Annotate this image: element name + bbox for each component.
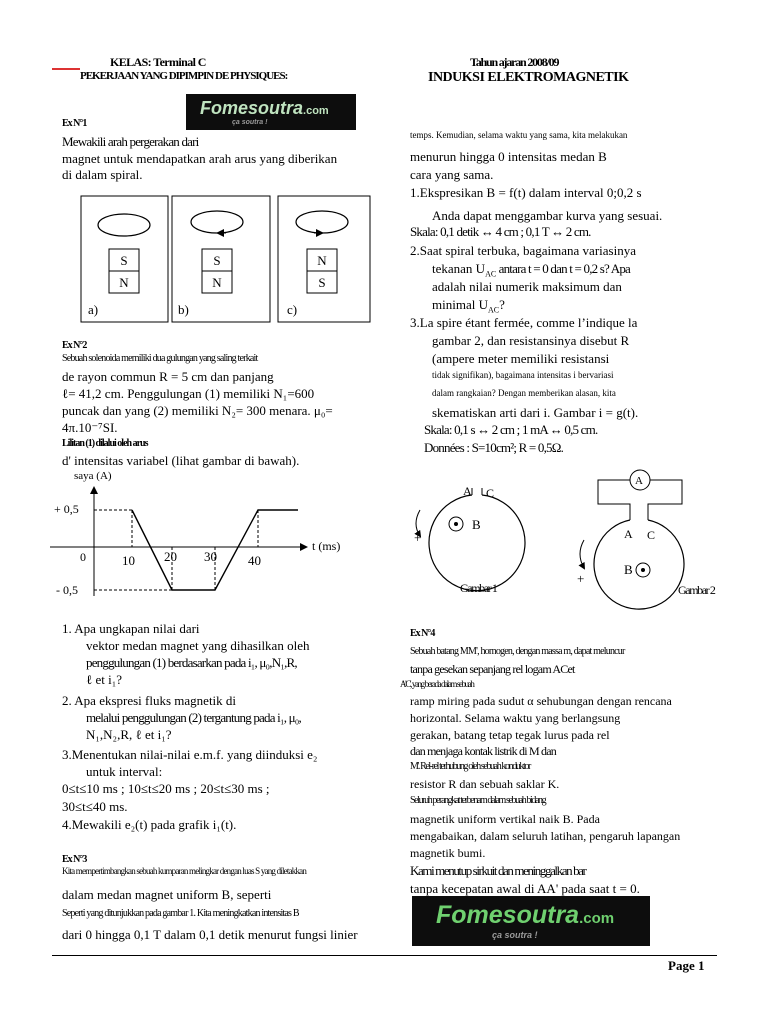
ex3-r-q3-b: gambar 2, dan resistansinya disebut R — [432, 333, 630, 348]
ex4-line-4: ramp miring pada sudut α sehubungan dengan rencana — [410, 694, 672, 708]
ex3-r-line-2: menurun hingga 0 intensitas medan B — [410, 149, 607, 164]
ex2-line-4: puncak dan yang (2) memiliki N₂= 300 menara. μ₀= — [62, 403, 333, 418]
topic-title: INDUKSI ELEKTROMAGNETIK — [428, 70, 629, 85]
ex1-line-2: magnet untuk mendapatkan arah arus yang diberikan — [62, 151, 338, 166]
ex4-line-12: mengabaikan, dalam seluruh latihan, pengaruh lapangan — [410, 829, 681, 843]
fig-a-top-pole: S — [120, 253, 128, 268]
logo-tld: .com — [303, 105, 329, 117]
ex3-r-q3: 3.La spire étant fermée, comme l’indique la — [410, 315, 638, 330]
fig1-label-c: C — [486, 486, 495, 500]
logo-tagline: ça soutra ! — [232, 119, 268, 126]
ex2-q2: 2. Apa ekspresi fluks magnetik di — [62, 693, 237, 708]
ex4-line-5: horizontal. Selama waktu yang berlangsung — [410, 711, 621, 725]
ex1-figure — [76, 192, 376, 328]
ex2-q2-b: melalui penggulungan (2) tergantung pada i₁, μ₀, — [86, 710, 301, 725]
ex3-r-q3-f: skematiskan arti dari i. Gambar i = g(t). — [432, 405, 639, 420]
ex3-heading: Ex N°3 — [62, 854, 87, 865]
fig-c-top-pole: N — [317, 253, 327, 268]
ex4-line-11: magnetik uniform vertikal naik B. Pada — [410, 812, 600, 826]
graph-tick-40: 40 — [248, 553, 261, 568]
fig-b-bottom-pole: N — [212, 275, 222, 290]
fig1-label-b: B — [472, 517, 481, 532]
ex3-r-q1-b: Anda dapat menggambar kurva yang sesuai. — [432, 208, 663, 223]
ex2-q2-c: N₁,N₂,R, ℓ et i₁? — [86, 727, 172, 742]
ex3-r-line-3: cara yang sama. — [410, 167, 494, 182]
fig-b-top-pole: S — [213, 253, 221, 268]
ex3-line-3: Seperti yang ditunjukkan pada gambar 1. Kita meningkatkan intensitas B — [62, 908, 299, 919]
teacher-line: PEKERJAAN YANG DIPIMPIN DE PHYSIQUES: — [80, 70, 288, 82]
fig-c-label: c) — [287, 302, 298, 317]
gambar1 — [414, 484, 525, 595]
graph-y-axis-label: saya (A) — [74, 470, 112, 482]
logo-bottom-tld: .com — [579, 910, 615, 927]
ex4-line-15: tanpa kecepatan awal di AA' pada saat t = 0. — [410, 881, 640, 896]
ex4-line-14: Kami menutup sirkuit dan meninggalkan bar — [410, 863, 586, 878]
graph-tick-30: 30 — [204, 549, 217, 564]
fig2-caption: Gambar 2 — [678, 583, 715, 597]
ex4-line-2: tanpa gesekan sepanjang rel logam ACet — [410, 662, 575, 676]
graph-tick-10: 10 — [122, 553, 135, 568]
ex3-r-q2: 2.Saat spiral terbuka, bagaimana variasinya — [410, 243, 636, 258]
ex2-q1-c: penggulungan (1) berdasarkan pada i₁, μ₀,N₁,R, — [86, 655, 297, 670]
fig-a-label: a) — [88, 302, 99, 317]
school-year: Tahun ajaran 2008/09 — [470, 55, 559, 69]
ex3-r-scale-1: Skala: 0,1 detik ↔ 4 cm ; 0,1 T ↔ 2 cm. — [410, 224, 591, 239]
logo-bottom-tagline: ça soutra ! — [492, 930, 538, 940]
logo-bottom-brand: Fomesoutra — [436, 901, 580, 929]
ex4-line-3: A'C', yang berada dalam sebuah — [400, 679, 474, 689]
ex3-r-line-1: temps. Kemudian, selama waktu yang sama, kita melakukan — [410, 130, 628, 140]
red-mark — [52, 68, 80, 70]
ex4-heading: Ex N°4 — [410, 628, 435, 639]
fig2-label-b: B — [624, 562, 633, 577]
graph-x-axis-label: t (ms) — [312, 539, 341, 553]
fig-a — [81, 196, 168, 322]
ex2-q3: 3.Menentukan nilai-nilai e.m.f. yang diinduksi e₂ — [62, 747, 318, 762]
ex2-q1: 1. Apa ungkapan nilai dari — [62, 621, 200, 636]
ex4-line-1: Sebuah batang MM', homogen, dengan massa m, dapat meluncur — [410, 646, 625, 657]
ex1-line-1: Mewakili arah pergerakan dari — [62, 134, 199, 149]
ex3-r-q2-d: minimal $U_{AC}$? — [432, 297, 505, 315]
fig-b — [172, 196, 270, 322]
ex2-current-graph — [50, 466, 350, 612]
fig1-label-a: A — [463, 484, 472, 498]
ex2-line-1: Sebuah solenoida memiliki dua gulungan yang saling terkait — [62, 353, 258, 364]
fomesoutra-logo — [186, 94, 356, 130]
fig-b-label: b) — [178, 302, 189, 317]
fomesoutra-logo-bottom — [412, 896, 650, 946]
ex2-heading: Ex N°2 — [62, 340, 87, 351]
ex3-line-1: Kita mempertimbangkan sebuah kumparan melingkar dengan luas S yang diletakkan — [62, 866, 307, 876]
ex2-line-7: d' intensitas variabel (lihat gambar di bawah). — [62, 453, 300, 468]
ex3-r-q2-c: adalah nilai numerik maksimum dan — [432, 279, 622, 294]
gambar2 — [577, 470, 716, 609]
fig2-orientation-arrow — [580, 540, 584, 568]
ex4-line-9: resistor R dan sebuah saklar K. — [410, 777, 560, 791]
ex3-r-q3-e: dalam rangkaian? Dengan memberikan alasan, kita — [432, 388, 616, 398]
ex2-line-6: Lilitan (1) dilalui oleh arus — [62, 438, 148, 449]
ex2-q3-b: untuk interval: — [86, 764, 163, 779]
ex3-line-2: dalam medan magnet uniform B, seperti — [62, 887, 272, 902]
graph-y-neg-label: - 0,5 — [56, 583, 78, 597]
fig-c — [278, 196, 370, 322]
ex4-line-7: dan menjaga kontak listrik di M dan — [410, 744, 556, 758]
ex1-heading: Ex N°1 — [62, 118, 87, 129]
ex2-line-2: de rayon commun R = 5 cm dan panjang — [62, 369, 274, 384]
ex3-r-q3-d: tidak signifikan), bagaimana intensitas i bervariasi — [432, 370, 614, 380]
ex3-r-q3-c: (ampere meter memiliki resistansi — [432, 351, 610, 366]
fig-c-bottom-pole: S — [318, 275, 326, 290]
fig2-ammeter: A — [635, 475, 643, 487]
ex2-q3-d: 30≤t≤40 ms. — [62, 799, 128, 814]
footer-rule — [52, 955, 717, 956]
fig2-label-a: A — [624, 527, 633, 541]
ex3-r-q1: 1.Ekspresikan B = f(t) dalam interval 0;0,2 s — [410, 185, 642, 200]
ex4-line-8: M'. Rel-rel terhubung oleh sebuah konduktor — [410, 761, 530, 772]
ex2-q3-c: 0≤t≤10 ms ; 10≤t≤20 ms ; 20≤t≤30 ms ; — [62, 781, 270, 796]
fig-a-bottom-pole: N — [119, 275, 129, 290]
ex2-line-5: 4π.10⁻⁷SI. — [62, 420, 118, 435]
class-line: KELAS: Terminal C — [110, 55, 206, 69]
page-number: Page 1 — [668, 958, 705, 973]
ex2-q1-d: ℓ et i₁? — [86, 672, 123, 687]
ex1-line-3: di dalam spiral. — [62, 167, 143, 182]
ex3-line-4: dari 0 hingga 0,1 T dalam 0,1 detik menurut fungsi linier — [62, 927, 358, 942]
fig2-label-c: C — [647, 528, 656, 542]
ex4-line-10: Seluruh perangkat terbenam dalam sebuah bidang — [410, 795, 546, 806]
graph-y-pos-label: + 0,5 — [54, 502, 79, 516]
ex3-figures — [400, 462, 730, 612]
ex3-r-data: Données : S=10cm²; R = 0,5Ω. — [424, 440, 564, 455]
logo-brand: Fomesoutra — [200, 98, 304, 118]
fig1-caption: Gambar 1 — [460, 581, 497, 595]
ex4-line-6: gerakan, batang tetap tegak lurus pada rel — [410, 728, 610, 742]
fig2-plus: + — [577, 571, 585, 586]
fig1-plus: + — [414, 530, 422, 545]
ex4-line-13: magnetik bumi. — [410, 846, 486, 860]
graph-origin-label: 0 — [80, 550, 86, 564]
ex3-r-scale-2: Skala: 0,1 s ↔ 2 cm ; 1 mA ↔ 0,5 cm. — [424, 422, 598, 437]
ex2-q4: 4.Mewakili e₂(t) pada grafik i₁(t). — [62, 817, 237, 832]
ex2-line-3: ℓ= 41,2 cm. Penggulungan (1) memiliki N₁=600 — [62, 386, 315, 401]
ex2-q1-b: vektor medan magnet yang dihasilkan oleh — [86, 638, 310, 653]
graph-tick-20: 20 — [164, 549, 177, 564]
ex3-r-q2-b: tekanan $U_{AC}$ antara t = 0 dan t = 0,2 s? Apa — [432, 261, 631, 279]
